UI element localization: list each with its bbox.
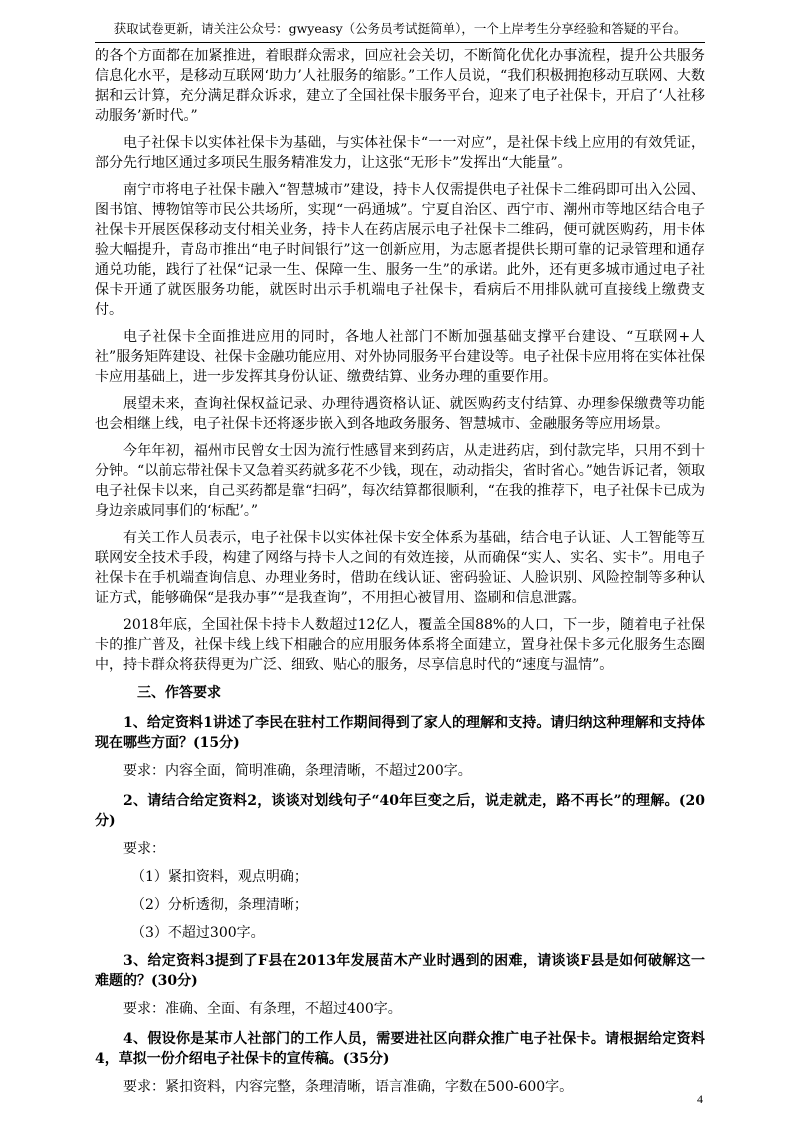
question-4-requirement: 要求：紧扣资料，内容完整，条理清晰，语言准确，字数在500-600字。 bbox=[123, 1079, 574, 1095]
question-4: 4、假设你是某市人社部门的工作人员，需要进社区向群众推广电子社保卡。请根据给定资料4，草拟一份介绍电子社保卡的宣传稿。(35分) bbox=[95, 1031, 705, 1067]
section-heading: 三、作答要求 bbox=[137, 685, 221, 701]
question-1: 1、给定资料1讲述了李民在驻村工作期间得到了家人的理解和支持。请归纳这种理解和支持体现在哪些方面？(15分) bbox=[95, 715, 705, 751]
page-header: 获取试卷更新，请关注公众号：gwyeasy（公务员考试挺简单），一个上岸考生分享经验和答疑的平台。 bbox=[113, 21, 687, 36]
page-number: 4 bbox=[697, 1092, 703, 1106]
question-2-requirement-item: （2）分析透彻，条理清晰； bbox=[131, 897, 308, 913]
material-paragraph: 电子社保卡以实体社保卡为基础，与实体社保卡“一一对应”，是社保卡线上应用的有效凭证，部分先行地区通过多项民生服务精准发力，让这张“无形卡”发挥出“大能量”。 bbox=[95, 135, 705, 171]
question-1-requirement: 要求：内容全面，简明准确，条理清晰，不超过200字。 bbox=[123, 763, 472, 779]
page-content bbox=[95, 46, 705, 1107]
material-paragraph: 今年年初，福州市民曾女士因为流行性感冒来到药店，从走进药店，到付款完毕，只用不到十分钟。“以前忘带社保卡又急着买药就多花不少钱，现在，动动指尖，省时省心。”她告诉记者，领取电子社保卡以来，自己买药都是靠“扫码”，每次结算都很顺利，“在我的推荐下，电子社保卡已成为身边亲戚同事们的‘标配’。” bbox=[95, 443, 705, 519]
question-2: 2、请结合给定资料2，谈谈对划线句子“40年巨变之后，说走就走，路不再长”的理解。(20分) bbox=[95, 793, 705, 829]
question-3: 3、给定资料3提到了F县在2013年发展苗木产业时遇到的困难，请谈谈F县是如何破解这一难题的？(30分) bbox=[95, 953, 705, 989]
question-2-requirement-item: （3）不超过300字。 bbox=[131, 925, 265, 941]
question-3-requirement: 要求：准确、全面、有条理，不超过400字。 bbox=[123, 1001, 402, 1017]
material-paragraph: 南宁市将电子社保卡融入“智慧城市”建设，持卡人仅需提供电子社保卡二维码即可出入公园、图书馆、博物馆等市民公共场所，实现“一码通城”。宁夏自治区、西宁市、潮州市等地区结合电子社保卡开展医保移动支付相关业务，持卡人在药店展示电子社保卡二维码，便可就医购药，用卡体验大幅提升，青岛市推出“电子时间银行”这一创新应用，为志愿者提供长期可靠的记录管理和通存通兑功能，践行了社保“记录一生、保障一生、服务一生”的承诺。此外，还有更多城市通过电子社保卡开通了就医服务功能，就医时出示手机端电子社保卡，看病后不用排队就可直接线上缴费支付。 bbox=[95, 182, 705, 318]
header-divider bbox=[95, 42, 705, 43]
material-paragraph: 展望未来，查询社保权益记录、办理待遇资格认证、就医购药支付结算、办理参保缴费等功能也会相继上线，电子社保卡还将逐步嵌入到各地政务服务、智慧城市、金融服务等应用场景。 bbox=[95, 396, 705, 432]
material-continuation: 的各个方面都在加紧推进，着眼群众需求，回应社会关切，不断简化优化办事流程，提升公共服务信息化水平，是移动互联网‘助力’人社服务的缩影。”工作人员说，“我们积极拥抱移动互联网、大数据和云计算，充分满足群众诉求，建立了全国社保卡服务平台，迎来了电子社保卡，开启了‘人社移动服务’新时代。” bbox=[95, 48, 705, 124]
question-2-requirement-label: 要求： bbox=[123, 841, 165, 857]
material-paragraph: 2018年底，全国社保卡持卡人数超过12亿人，覆盖全国88%的人口，下一步，随着电子社保卡的推广普及，社保卡线上线下相融合的应用服务体系将全面建立，置身社保卡多元化服务生态圈中，持卡群众将获得更为广泛、细致、贴心的服务，尽享信息时代的“速度与温情”。 bbox=[95, 617, 705, 673]
question-2-requirement-item: （1）紧扣资料，观点明确； bbox=[131, 869, 308, 885]
material-paragraph: 有关工作人员表示，电子社保卡以实体社保卡安全体系为基础，结合电子认证、人工智能等互联网安全技术手段，构建了网络与持卡人之间的有效连接，从而确保“实人、实名、实卡”。用电子社保卡在手机端查询信息、办理业务时，借助在线认证、密码验证、人脸识别、风险控制等多种认证方式，能够确保“是我办事”“是我查询”，不用担心被冒用、盗刷和信息泄露。 bbox=[95, 530, 705, 606]
material-paragraph: 电子社保卡全面推进应用的同时，各地人社部门不断加强基础支撑平台建设、“互联网+人社”服务矩阵建设、社保卡金融功能应用、对外协同服务平台建设等。电子社保卡应用将在实体社保卡应用基础上，进一步发挥其身份认证、缴费结算、业务办理的重要作用。 bbox=[95, 329, 705, 385]
